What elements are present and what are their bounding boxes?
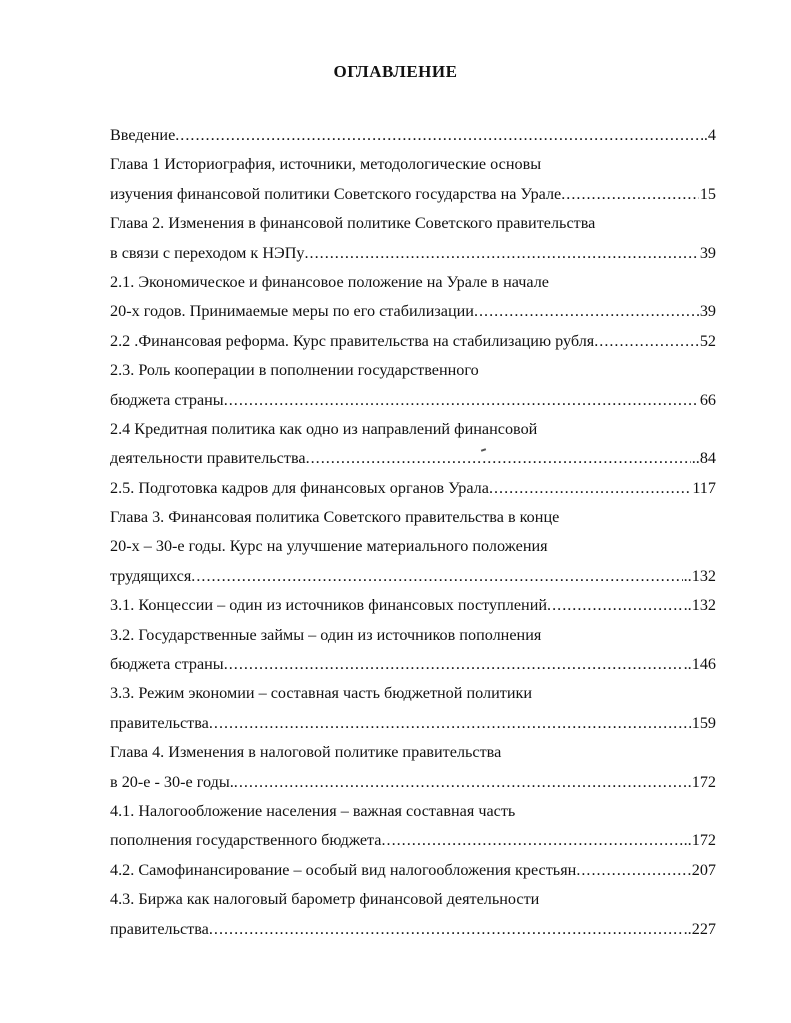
toc-page-number: 66 [699,390,716,409]
toc-entry-section-3-2[interactable] [110,650,716,679]
toc-entry-text: бюджета страны [110,390,224,409]
dot-leader [209,915,683,944]
toc-entry-chapter-4-line-1[interactable]: Глава 4. Изменения в налоговой политике правительства [110,743,502,762]
toc-page-number: ..146 [683,655,716,674]
toc-entry-text: в 20-е - 30-е годы. [110,772,234,791]
toc-entry-text: Введение [110,126,176,144]
toc-entry-text: 3.1. Концессии – один из источников финансовых поступлений [110,596,548,615]
toc-page-number: 159 [691,713,716,732]
toc-entry-text: правительства [110,713,209,732]
toc-entry-text: деятельности правительства [110,449,306,468]
toc-entry-section-3-1[interactable] [110,591,716,620]
toc-page-number: ..227 [683,919,716,938]
toc-entry-text: бюджета страны [110,655,224,674]
toc-entry-introduction[interactable] [110,121,716,150]
toc-entry-section-2-3-line-1[interactable]: 2.3. Роль кооперации в пополнении государственного [110,361,479,380]
toc-entry-chapter-3[interactable] [110,562,716,591]
toc-entry-text: 4.2. Самофинансирование – особый вид налогообложения крестьян [110,860,577,879]
dot-leader [224,386,699,415]
toc-entry-chapter-2[interactable] [110,239,716,268]
toc-entry-section-4-1-line-1[interactable]: 4.1. Налогообложение населения – важная составная часть [110,801,516,820]
dot-leader [209,709,691,738]
toc-entry-chapter-3-line-1[interactable]: Глава 3. Финансовая политика Советского правительства в конце [110,508,560,527]
toc-entry-section-4-2[interactable] [110,856,716,885]
dot-leader [561,180,699,209]
dot-leader [305,239,699,268]
toc-page-number: 15 [699,184,716,203]
toc-page-number: 39 [699,302,716,321]
toc-page-number: 207 [691,860,716,879]
toc-entry-text: в связи с переходом к НЭПу [110,243,305,262]
toc-entry-chapter-4[interactable] [110,768,716,797]
toc-page-number: 52 [699,331,716,350]
dot-leader [474,297,699,326]
toc-entry-text: 2.2 .Финансовая реформа. Курс правительства на стабилизацию рубля [110,331,595,350]
toc-entry-section-2-2[interactable] [110,327,716,356]
toc-entry-section-3-2-line-1[interactable]: 3.2. Государственные займы – один из источников пополнения [110,625,542,644]
toc-page-number: 39 [699,243,716,262]
toc-entry-section-2-5[interactable] [110,474,716,503]
toc-entry-text: 20-х годов. Принимаемые меры по его стабилизации [110,302,474,321]
toc-entry-section-2-4[interactable] [110,444,716,473]
toc-entry-section-2-4-line-1[interactable]: 2.4 Кредитная политика как одно из направлений финансовой [110,419,538,438]
toc-entry-section-2-1-line-1[interactable]: 2.1. Экономическое и финансовое положение на Урале в начале [110,272,549,291]
dot-leader [224,650,683,679]
toc-page-number: 117 [692,478,716,497]
toc-entry-chapter-2-line-1[interactable]: Глава 2. Изменения в финансовой политике Советского правительства [110,214,596,233]
toc-entry-text: 2.5. Подготовка кадров для финансовых органов Урала [110,478,489,497]
toc-page-number: ..84 [691,449,716,468]
dot-leader [576,856,690,885]
dot-leader [234,768,687,797]
toc-page-number: ..172 [683,831,716,850]
toc-entry-section-2-3[interactable] [110,386,716,415]
toc-entry-text: правительства [110,919,209,938]
toc-entry-text: трудящихся [110,566,192,585]
toc-entry-section-4-3[interactable] [110,915,716,944]
toc-page-number: .4 [703,126,716,144]
toc-page-number: .172 [687,772,716,791]
dot-leader [594,327,699,356]
toc-entry-section-4-3-line-1[interactable]: 4.3. Биржа как налоговый барометр финансовой деятельности [110,890,540,909]
page-title: ОГЛАВЛЕНИЕ [333,62,458,81]
toc-page-number: ..132 [683,596,716,615]
toc-entry-text: пополнения государственного бюджета [110,831,382,850]
toc-entry-section-3-3-line-1[interactable]: 3.3. Режим экономии – составная часть бюджетной политики [110,684,533,703]
dot-leader [175,121,703,150]
dot-leader [489,474,691,503]
dot-leader [547,591,683,620]
toc-entry-section-4-1[interactable] [110,826,716,855]
toc-entry-text: изучения финансовой политики Советского государства на Урале [110,184,562,203]
dot-leader [306,444,691,473]
toc-entry-chapter-3-line-2[interactable]: 20-х – 30-е годы. Курс на улучшение материального положения [110,537,548,556]
toc-entry-section-2-1[interactable] [110,297,716,326]
toc-entry-chapter-1-line-1[interactable]: Глава 1 Историография, источники, методологические основы [110,155,542,174]
dot-leader [381,826,682,855]
toc-page-number: ..132 [683,566,716,585]
dot-leader [191,562,682,591]
toc-entry-chapter-1[interactable] [110,180,716,209]
table-of-contents [110,121,716,944]
toc-entry-section-3-3[interactable] [110,709,716,738]
